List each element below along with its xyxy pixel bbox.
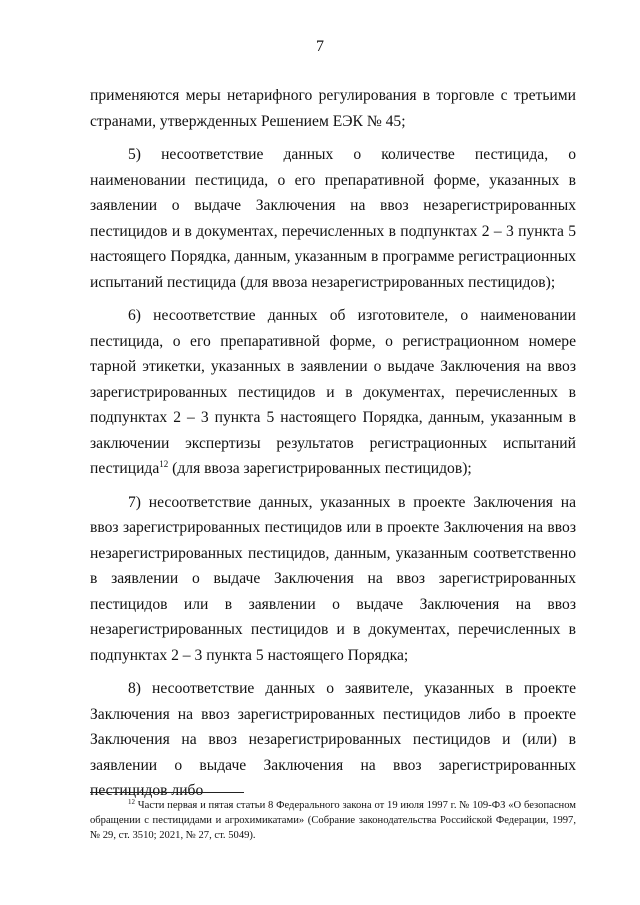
paragraph-continuation (90, 83, 576, 134)
paragraph-item-5 (90, 142, 576, 295)
paragraph-item-8 (90, 676, 576, 804)
paragraph-text: применяются меры нетарифного регулирования в торговле с третьими странами, утвержденных Решением ЕЭК № 45; (90, 87, 576, 130)
footnote-separator (90, 792, 244, 793)
paragraph-text: 8) несоответствие данных о заявителе, указанных в проекте Заключения на ввоз зарегистрированных пестицидов либо в проекте Заключения на ввоз незарегистрированных пестицидов и (или) в заявлении о выдаче Заключения на ввоз зарегистрированных пестицидов либо (90, 680, 576, 799)
paragraph-text: 7) несоответствие данных, указанных в проекте Заключения на ввоз зарегистрированных пестицидов или в проекте Заключения на ввоз незарегистрированных пестицидов, данным, указанным соответственно в заявлении о выдаче Заключения на ввоз зарегистрированных пестицидов или в заявлении о выдаче Заключения на ввоз незарегистрированных пестицидов и в документах, перечисленных в подпунктах 2 – 3 пункта 5 настоящего Порядка; (90, 493, 576, 664)
footnote-text: Части первая и пятая статьи 8 Федерального закона от 19 июля 1997 г. № 109-ФЗ «О безопасном обращении с пестицидами и агрохимикатами» (Собрание законодательства Российской Федерации, 1997, № 29, ст. 3510; 2021, № 27, ст. 5049). (90, 800, 576, 841)
paragraph-item-7 (90, 490, 576, 669)
document-body (90, 83, 576, 812)
footnote-marker: 12 (128, 798, 135, 806)
footnote-reference[interactable]: 12 (159, 459, 169, 469)
page-number: 7 (316, 38, 324, 55)
paragraph-text: 6) несоответствие данных об изготовителе, о наименовании пестицида, о его препаративной форме, о регистрационном номере тарной этикетки, указанных в заявлении о выдаче Заключения на ввоз зарегистрированных пестицидов и в документах, перечисленных в подпунктах 2 – 3 пункта 5 настоящего Порядка, данным, указанным в заключении экспертизы результатов регистрационных испытаний пестицида (90, 307, 576, 477)
footnote (90, 798, 576, 843)
paragraph-item-6 (90, 303, 576, 482)
paragraph-text: 5) несоответствие данных о количестве пестицида, о наименовании пестицида, о его препаративной форме, указанных в заявлении о выдаче Заключения на ввоз незарегистрированных пестицидов и в документах, перечисленных в подпунктах 2 – 3 пункта 5 настоящего Порядка, данным, указанным в программе регистрационных испытаний пестицида (для ввоза незарегистрированных пестицидов); (90, 146, 576, 291)
paragraph-text-after-footnote: (для ввоза зарегистрированных пестицидов); (168, 460, 472, 477)
